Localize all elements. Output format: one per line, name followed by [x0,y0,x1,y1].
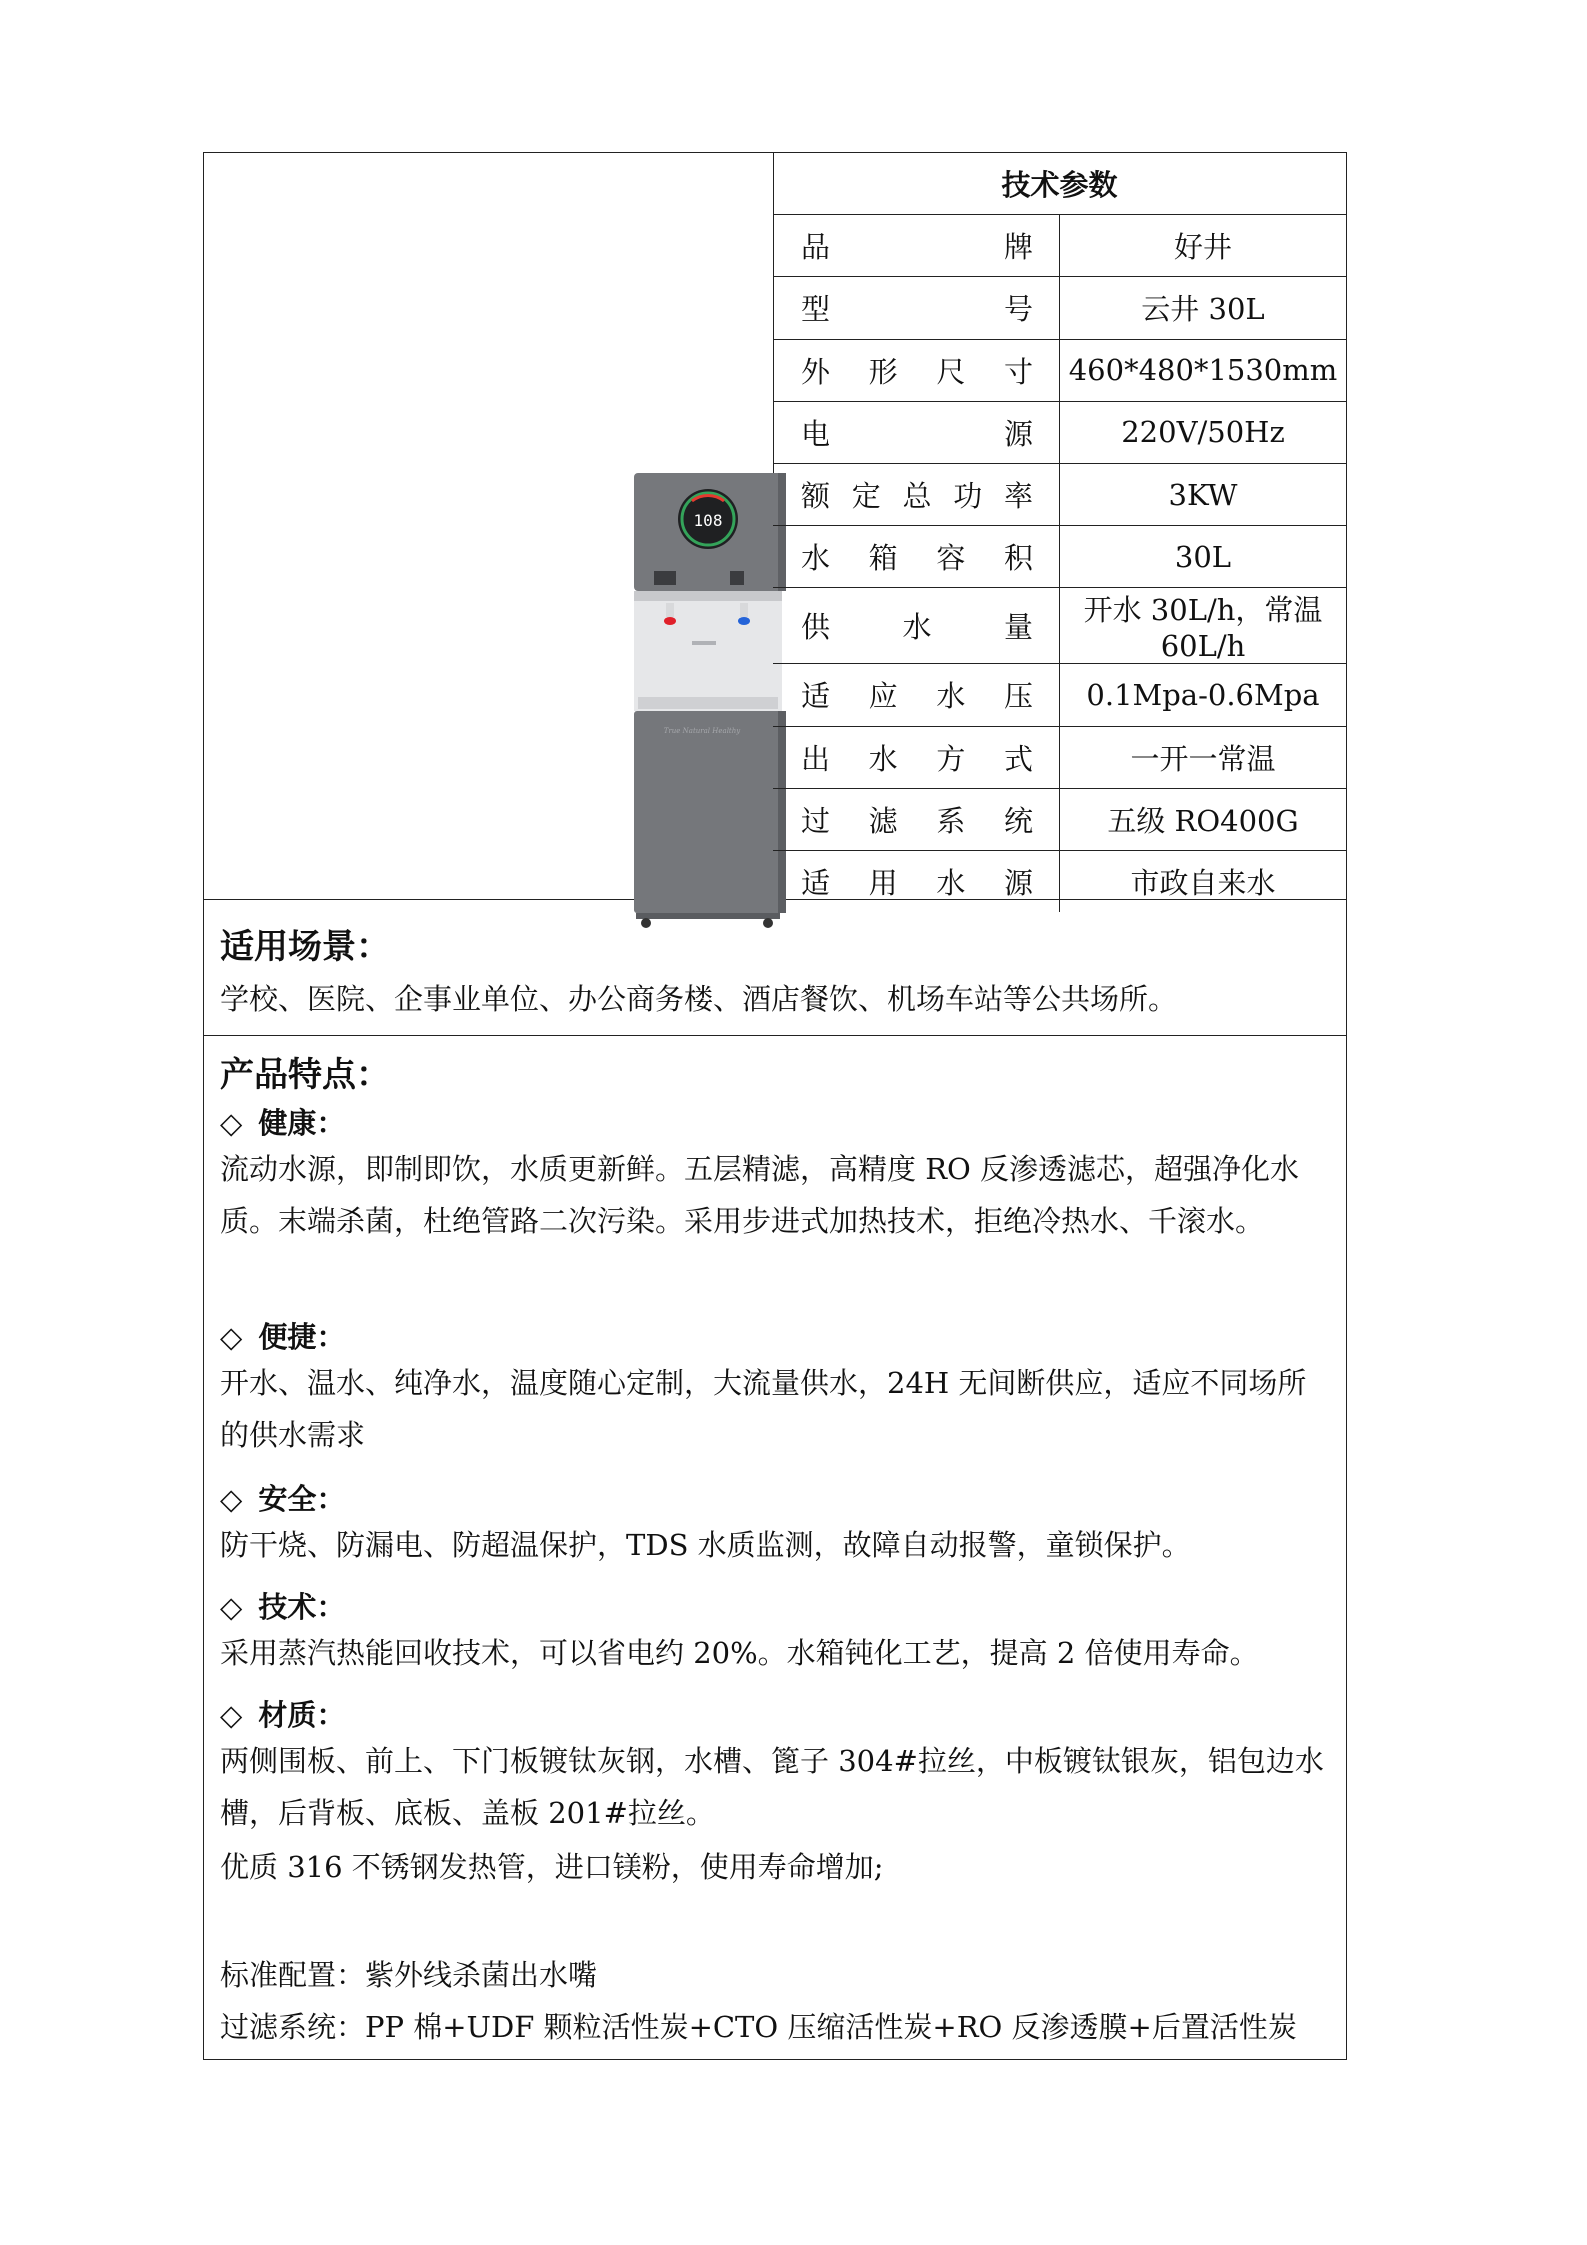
spec-label [773,588,1060,664]
diamond-icon: ◇ [220,1106,243,1140]
feature-title: 安全： [258,1482,346,1516]
feature-text-convenience: 开水、温水、纯净水，温度随心定制，大流量供水，24H 无间断供应，适应不同场所的供水需求 [220,1366,1307,1452]
diamond-icon: ◇ [220,1698,243,1732]
scenes-text: 学校、医院、企事业单位、办公商务楼、酒店餐饮、机场车站等公共场所。 [220,982,1178,1016]
water-dispenser-image [632,471,792,929]
scenes-section [204,899,1346,1036]
spec-label-char: 量 [1003,610,1033,645]
spec-label-char: 积 [1003,541,1033,576]
feature-bullet-technology [220,1585,345,1626]
spec-label-char: 方 [936,741,966,776]
spec-label [773,664,1060,726]
spec-label-char: 滤 [868,803,898,838]
feature-title: 材质： [258,1698,346,1732]
spec-label [773,726,1060,788]
spec-label-char: 式 [1003,741,1033,776]
spec-label-char: 号 [1003,292,1033,327]
diamond-icon: ◇ [220,1482,243,1516]
spec-row [773,463,1346,525]
spec-label-char: 形 [868,354,898,389]
spec-label [773,788,1060,850]
spec-label-char: 率 [1003,479,1033,514]
spec-label-char: 压 [1003,679,1033,714]
feature-bullet-convenience [220,1315,345,1356]
spec-label-char: 牌 [1003,230,1033,265]
spec-label-char: 源 [1003,865,1033,900]
spec-label-char: 系 [936,803,966,838]
scenes-heading: 适用场景： [220,927,390,967]
spec-row [773,401,1346,463]
spec-label-char: 统 [1003,803,1033,838]
diamond-icon: ◇ [220,1320,243,1354]
feature-text-health: 流动水源，即制即饮，水质更新鲜。五层精滤，高精度 RO 反渗透滤芯，超强净化水质。末端杀菌，杜绝管路二次污染。采用步进式加热技术，拒绝冷热水、千滚水。 [220,1152,1300,1238]
spec-label-char: 定 [851,479,881,514]
feature-title: 技术： [258,1590,346,1624]
spec-label-char: 适 [801,679,831,714]
spec-label-char: 寸 [1003,354,1033,389]
spec-label-char: 过 [801,803,831,838]
spec-label-char: 总 [902,479,932,514]
features-heading: 产品特点： [220,1055,390,1095]
spec-value: 开水 30L/h，常温 60L/h [1060,588,1347,664]
spec-label [773,215,1060,277]
product-photo-cell [204,153,774,899]
spec-label-char: 额 [801,479,831,514]
feature-text-safety: 防干烧、防漏电、防超温保护，TDS 水质监测，故障自动报警，童锁保护。 [220,1528,1191,1562]
spec-label [773,277,1060,339]
spec-label-char: 源 [1003,416,1033,451]
spec-label-char: 出 [801,741,831,776]
spec-label [773,526,1060,588]
spec-label [773,339,1060,401]
spec-label-char: 水 [936,679,966,714]
spec-value: 220V/50Hz [1060,401,1347,463]
spec-table [773,153,1346,912]
spec-label [773,463,1060,525]
spec-value: 市政自来水 [1130,865,1276,900]
feature-text-material: 两侧围板、前上、下门板镀钛灰钢，水槽、篦子 304#拉丝，中板镀钛银灰，铝包边水槽，后背板、底板、盖板 201#拉丝。 [220,1744,1324,1830]
spec-value: 五级 RO400G [1060,788,1347,850]
spec-value: 云井 30L [1060,277,1347,339]
display-readout: 108 [693,511,723,530]
spec-row [773,277,1346,339]
diamond-icon: ◇ [220,1590,243,1624]
spec-row [773,788,1346,850]
filter-system: 过滤系统：PP 棉+UDF 颗粒活性炭+CTO 压缩活性炭+RO 反渗透膜+后置活性炭 [220,2010,1297,2044]
spec-label-char: 适 [801,865,831,900]
spec-label-char: 电 [801,416,831,451]
spec-table-cell [773,153,1346,899]
feature-extra: 优质 316 不锈钢发热管，进口镁粉，使用寿命增加; [220,1850,884,1884]
feature-title: 健康： [258,1106,346,1140]
spec-label-char: 应 [868,679,898,714]
spec-row [773,339,1346,401]
feature-bullet-safety [220,1477,345,1518]
spec-label-char: 品 [801,230,831,265]
feature-bullet-material [220,1693,345,1734]
spec-label-char: 箱 [868,541,898,576]
spec-label-char: 尺 [936,354,966,389]
spec-row [773,664,1346,726]
spec-label-char: 外 [801,354,831,389]
feature-bullet-health [220,1101,345,1142]
spec-section [204,153,1346,900]
spec-label-char: 供 [801,610,831,645]
spec-value: 30L [1060,526,1347,588]
spec-label-char: 容 [936,541,966,576]
feature-text-technology: 采用蒸汽热能回收技术，可以省电约 20%。水箱钝化工艺，提高 2 倍使用寿命。 [220,1636,1259,1670]
features-section [204,1035,1346,2061]
spec-label-char: 用 [868,865,898,900]
spec-value: 0.1Mpa-0.6Mpa [1060,664,1347,726]
spec-value: 好井 [1060,215,1347,277]
spec-row [773,526,1346,588]
standard-config: 标准配置：紫外线杀菌出水嘴 [220,1958,598,1992]
spec-label-char: 水 [902,610,932,645]
spec-value: 460*480*1530mm [1060,339,1347,401]
spec-label-char: 型 [801,292,831,327]
spec-title: 技术参数 [773,153,1346,215]
spec-value: 一开一常温 [1060,726,1347,788]
spec-row [773,215,1346,277]
svg-text:True Natural Healthy: True Natural Healthy [663,727,741,735]
spec-value: 3KW [1060,463,1347,525]
spec-label-char: 功 [953,479,983,514]
document-frame [203,152,1347,2060]
spec-label-char: 水 [868,741,898,776]
spec-row [773,588,1346,664]
spec-label [773,401,1060,463]
spec-label-char: 水 [936,865,966,900]
spec-label-char: 水 [801,541,831,576]
spec-row [773,726,1346,788]
feature-title: 便捷： [258,1320,346,1354]
